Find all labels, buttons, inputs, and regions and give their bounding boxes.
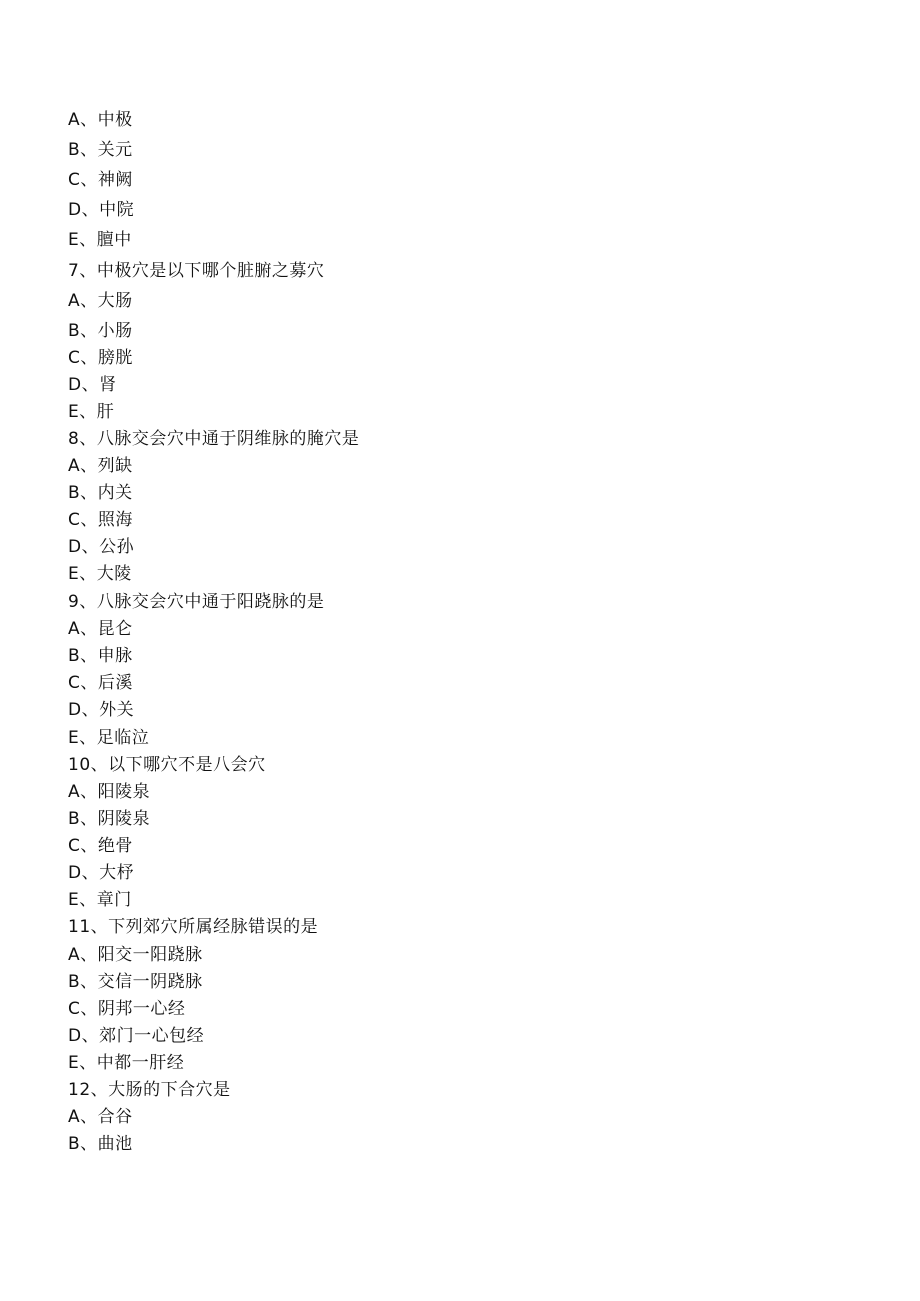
option-line: B、关元 (68, 140, 133, 160)
option-line: A、列缺 (68, 456, 133, 476)
question-line: 7、中极穴是以下哪个脏腑之募穴 (68, 261, 325, 281)
option-line: D、外关 (68, 700, 135, 720)
option-line: A、大肠 (68, 291, 133, 311)
option-line: E、膻中 (68, 230, 132, 250)
option-line: D、中院 (68, 200, 135, 220)
option-line: B、小肠 (68, 321, 133, 341)
option-line: D、郊门一心包经 (68, 1026, 205, 1046)
option-line: C、膀胱 (68, 348, 133, 368)
option-line: E、中都一肝经 (68, 1053, 185, 1073)
question-line: 10、以下哪穴不是八会穴 (68, 755, 266, 775)
option-line: C、照海 (68, 510, 133, 530)
question-line: 9、八脉交会穴中通于阳跷脉的是 (68, 592, 325, 612)
option-line: D、公孙 (68, 537, 135, 557)
option-line: C、神阙 (68, 170, 133, 190)
question-line: 8、八脉交会穴中通于阴维脉的腌穴是 (68, 429, 360, 449)
option-line: E、肝 (68, 402, 115, 422)
option-line: B、交信一阴跷脉 (68, 972, 203, 992)
option-line: E、足临泣 (68, 728, 150, 748)
option-line: C、绝骨 (68, 836, 133, 856)
option-line: E、章门 (68, 890, 132, 910)
option-line: B、申脉 (68, 646, 133, 666)
option-line: A、阳陵泉 (68, 782, 151, 802)
option-line: E、大陵 (68, 564, 132, 584)
option-line: A、中极 (68, 110, 133, 130)
option-line: D、大杼 (68, 863, 135, 883)
option-line: D、肾 (68, 375, 117, 395)
option-line: B、内关 (68, 483, 133, 503)
question-line: 11、下列郊穴所属经脉错误的是 (68, 917, 319, 937)
option-line: B、曲池 (68, 1134, 133, 1154)
option-line: A、合谷 (68, 1107, 133, 1127)
option-line: A、阳交一阳跷脉 (68, 945, 203, 965)
question-line: 12、大肠的下合穴是 (68, 1080, 231, 1100)
option-line: B、阴陵泉 (68, 809, 151, 829)
option-line: C、阴邦一心经 (68, 999, 186, 1019)
option-line: A、昆仑 (68, 619, 133, 639)
option-line: C、后溪 (68, 673, 133, 693)
